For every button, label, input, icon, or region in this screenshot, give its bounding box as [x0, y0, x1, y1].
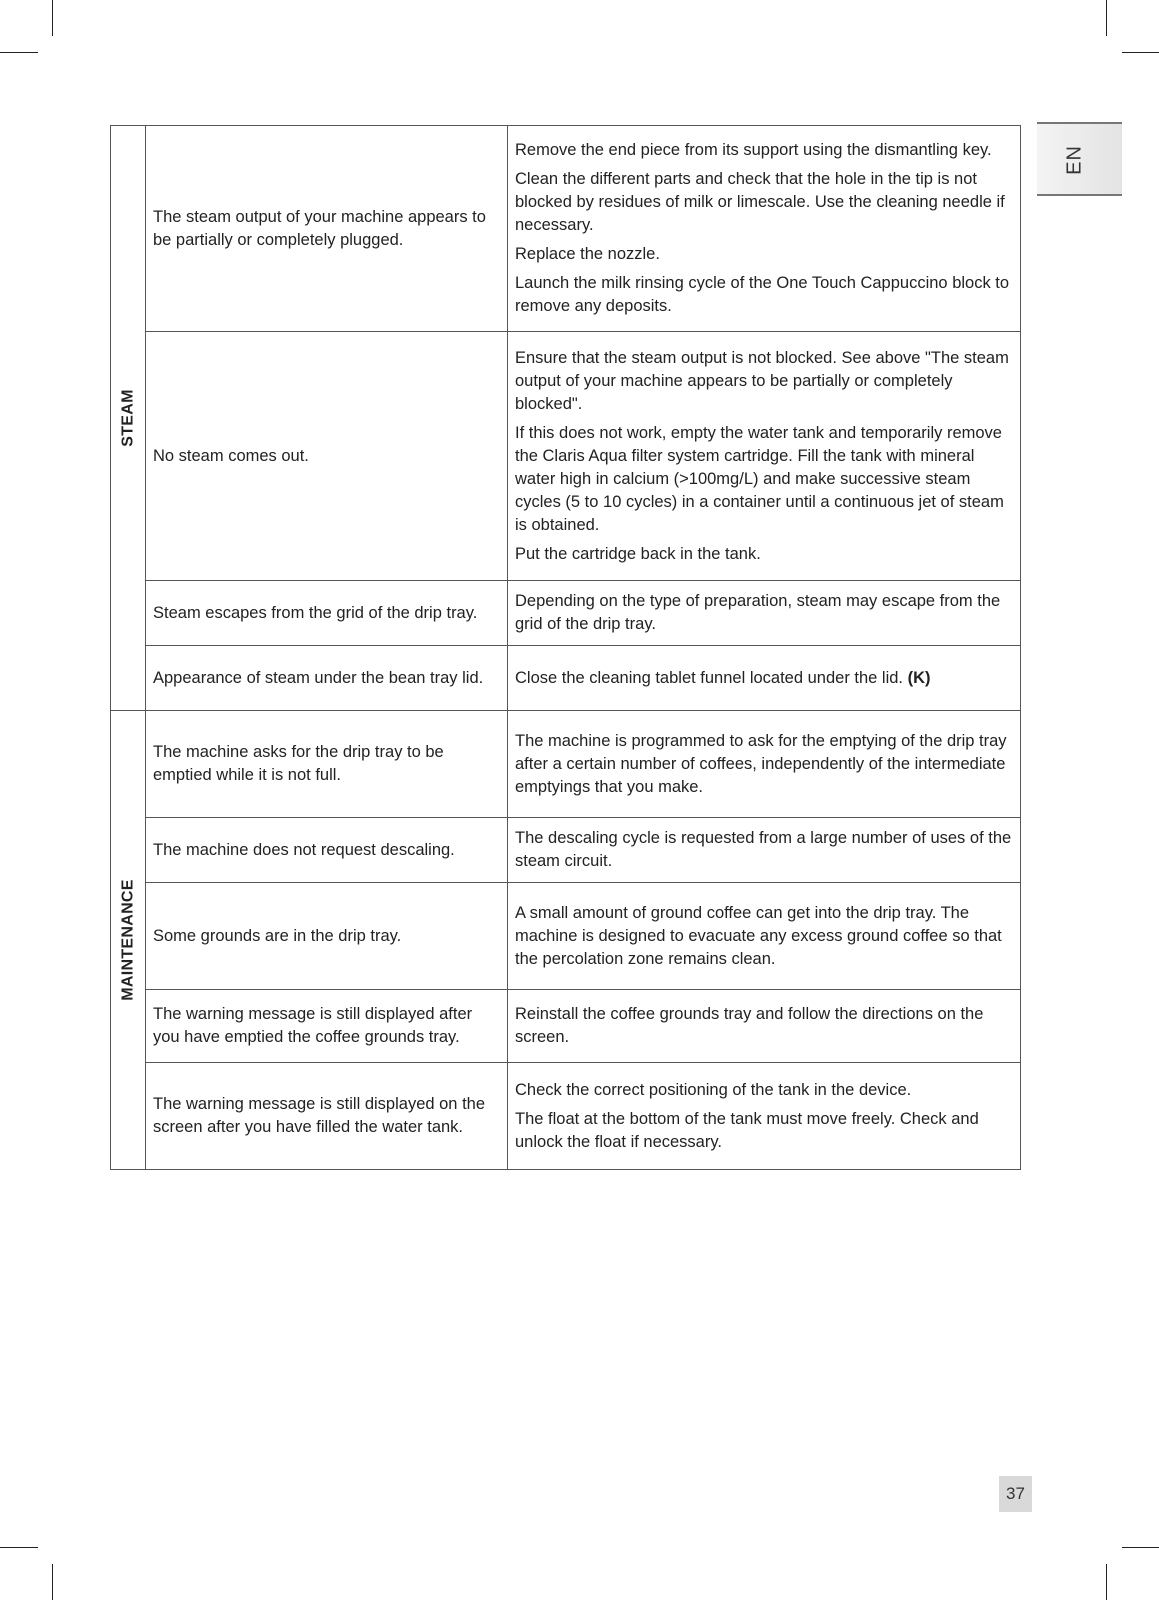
solution-cell [508, 711, 1021, 818]
solution-text: If this does not work, empty the water tank and temporarily remove the Claris Aqua filter system cartridge. Fill the tank with mineral water high in calcium (>100mg/L) and make successive steam cycles (5 to 10 cycles) in a container until a continuous jet of steam is obtained. [515, 423, 1004, 534]
crop-mark [1106, 0, 1107, 36]
language-label: EN [1063, 145, 1086, 175]
crop-mark [1122, 52, 1159, 53]
problem-cell: Appearance of steam under the bean tray lid. [146, 646, 508, 711]
problem-cell: Steam escapes from the grid of the drip tray. [146, 581, 508, 646]
solution-cell [508, 332, 1021, 581]
solution-text: The descaling cycle is requested from a large number of uses of the steam circuit. [515, 829, 1012, 870]
solution-text: Ensure that the steam output is not blocked. See above "The steam output of your machine appears to be partially or completely blocked". [515, 348, 1009, 413]
solution-text: Check the correct positioning of the tank in the device. [515, 1080, 912, 1099]
solution-text-main: Close the cleaning tablet funnel located under the lid. [515, 668, 904, 687]
problem-cell: The warning message is still displayed after you have emptied the coffee grounds tray. [146, 990, 508, 1063]
table-row [111, 332, 1021, 581]
solution-text: Replace the nozzle. [515, 245, 660, 263]
troubleshooting-table [110, 125, 1021, 1170]
figure-reference: (K) [907, 668, 931, 687]
solution-text: A small amount of ground coffee can get into the drip tray. The machine is designed to evacuate any excess ground coffee so that the percolation zone remains clean. [515, 903, 1002, 968]
solution-cell [508, 1063, 1021, 1170]
table-row [111, 711, 1021, 818]
solution-text: Put the cartridge back in the tank. [515, 544, 761, 563]
solution-text: The machine is programmed to ask for the emptying of the drip tray after a certain number of coffees, independently of the intermediate emptyings that you make. [515, 731, 1007, 796]
solution-text: The float at the bottom of the tank must move freely. Check and unlock the float if necessary. [515, 1109, 979, 1151]
solution-cell [508, 818, 1021, 883]
crop-mark [1106, 1564, 1107, 1600]
table-row [111, 581, 1021, 646]
page-number: 37 [999, 1476, 1032, 1512]
table-row [111, 990, 1021, 1063]
solution-cell [508, 646, 1021, 711]
solution-text: Reinstall the coffee grounds tray and follow the directions on the screen. [515, 1005, 984, 1046]
solution-cell [508, 990, 1021, 1063]
solution-text: Depending on the type of preparation, steam may escape from the grid of the drip tray. [515, 592, 1001, 633]
crop-mark [52, 1564, 53, 1600]
problem-cell: No steam comes out. [146, 332, 508, 581]
solution-cell [508, 581, 1021, 646]
solution-text: Remove the end piece from its support using the dismantling key. [515, 141, 992, 159]
crop-mark [0, 1547, 38, 1548]
table-row [111, 818, 1021, 883]
table-row [111, 1063, 1021, 1170]
table-row [111, 883, 1021, 990]
problem-cell: The warning message is still displayed on the screen after you have filled the water tank. [146, 1063, 508, 1170]
crop-mark [0, 52, 38, 53]
table-row [111, 646, 1021, 711]
solution-cell [508, 126, 1021, 332]
solution-text: Clean the different parts and check that the hole in the tip is not blocked by residues of milk or limescale. Use the cleaning needle if necessary. [515, 170, 1005, 234]
problem-cell: The machine asks for the drip tray to be emptied while it is not full. [146, 711, 508, 818]
problem-cell: Some grounds are in the drip tray. [146, 883, 508, 990]
problem-cell: The machine does not request descaling. [146, 818, 508, 883]
section-label-maintenance: MAINTENANCE [119, 879, 137, 1001]
crop-mark [1122, 1547, 1159, 1548]
solution-cell [508, 883, 1021, 990]
section-steam [111, 126, 146, 711]
problem-cell: The steam output of your machine appears to be partially or completely plugged. [146, 126, 508, 332]
solution-text: Launch the milk rinsing cycle of the One Touch Cappuccino block to remove any deposits. [515, 274, 1010, 315]
section-maintenance [111, 711, 146, 1170]
crop-mark [52, 0, 53, 36]
solution-text [515, 667, 1013, 690]
table-row [111, 126, 1021, 332]
language-tab [1037, 122, 1122, 196]
section-label-steam: STEAM [119, 389, 137, 447]
